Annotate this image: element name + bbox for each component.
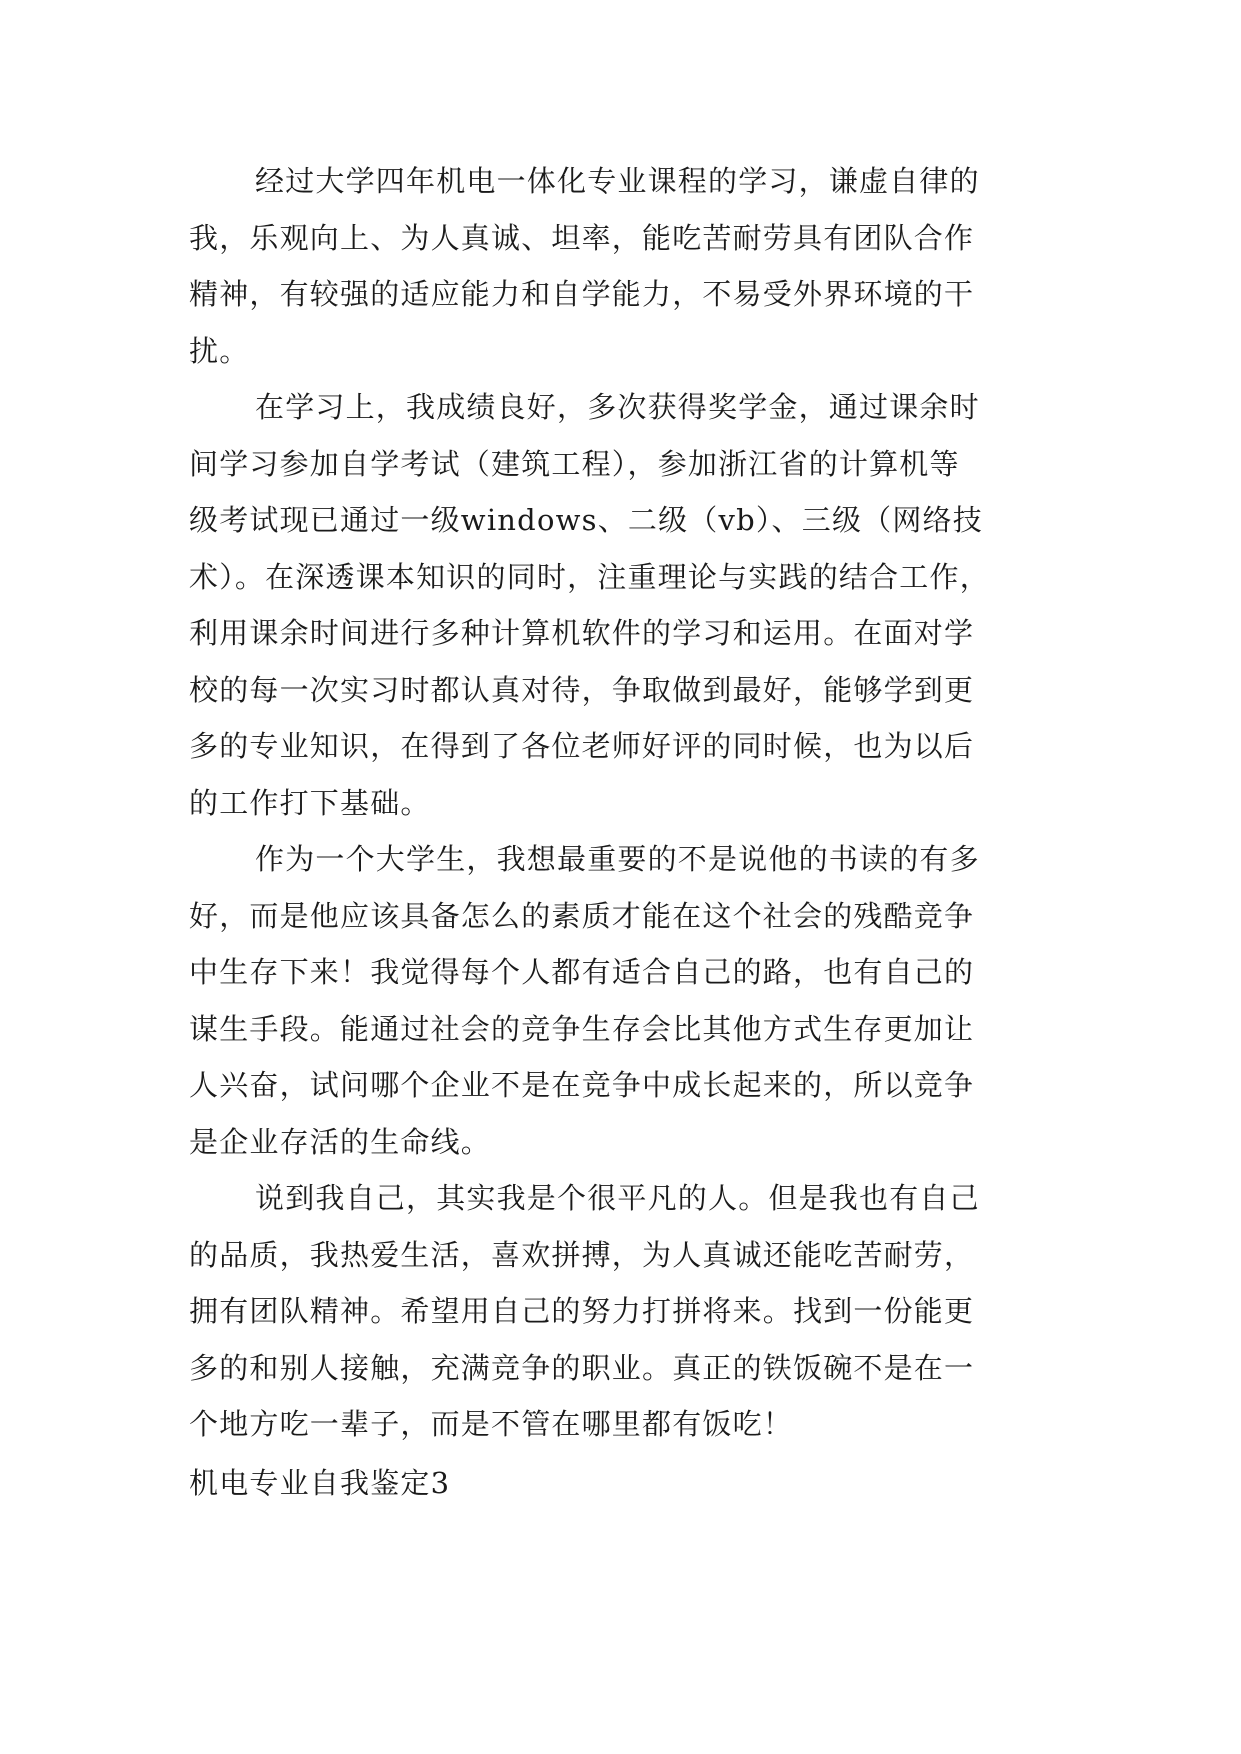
paragraph-line: 我，乐观向上、为人真诚、坦率，能吃苦耐劳具有团队合作 — [189, 220, 975, 255]
section-heading: 机电专业自我鉴定3 — [189, 1465, 451, 1500]
paragraph-line: 级考试现已通过一级windows、二级（vb）、三级（网络技 — [189, 503, 983, 537]
paragraph-line: 的品质，我热爱生活，喜欢拼搏，为人真诚还能吃苦耐劳， — [189, 1237, 975, 1272]
paragraph — [189, 153, 1059, 379]
paragraph — [189, 831, 1059, 1170]
paragraph-line: 多的专业知识，在得到了各位老师好评的同时候，也为以后 — [189, 729, 975, 763]
paragraph-line: 精神，有较强的适应能力和自学能力，不易受外界环境的干 — [189, 277, 975, 311]
paragraph-line: 中生存下来！我觉得每个人都有适合自己的路，也有自己的 — [189, 955, 975, 989]
paragraph-line: 多的和别人接触，充满竞争的职业。真正的铁饭碗不是在一 — [189, 1350, 975, 1385]
paragraph-line: 是企业存活的生命线。 — [189, 1124, 492, 1159]
paragraph-line: 人兴奋，试问哪个企业不是在竞争中成长起来的，所以竞争 — [189, 1068, 975, 1102]
paragraph-line: 术）。在深透课本知识的同时，注重理论与实践的结合工作， — [189, 559, 990, 594]
paragraph-line: 说到我自己，其实我是个很平凡的人。但是我也有自己 — [255, 1181, 980, 1215]
paragraph-line: 的工作打下基础。 — [189, 785, 431, 820]
paragraph-line: 利用课余时间进行多种计算机软件的学习和运用。在面对学 — [189, 616, 975, 650]
paragraph-line: 个地方吃一辈子，而是不管在哪里都有饭吃！ — [189, 1407, 794, 1441]
paragraph — [189, 379, 1059, 831]
paragraph-line: 扰。 — [189, 333, 250, 368]
document-body — [189, 153, 1059, 1511]
paragraph-line: 在学习上，我成绩良好，多次获得奖学金，通过课余时 — [255, 390, 980, 424]
paragraph-line: 校的每一次实习时都认真对待，争取做到最好，能够学到更 — [189, 672, 975, 707]
paragraph-line: 谋生手段。能通过社会的竞争生存会比其他方式生存更加让 — [189, 1011, 975, 1046]
paragraph-line: 作为一个大学生，我想最重要的不是说他的书读的有多 — [255, 842, 980, 876]
paragraph-line: 好，而是他应该具备怎么的素质才能在这个社会的残酷竞争 — [189, 898, 975, 933]
paragraph-line: 拥有团队精神。希望用自己的努力打拼将来。找到一份能更 — [189, 1294, 975, 1328]
paragraph — [189, 1170, 1059, 1453]
paragraph-line: 经过大学四年机电一体化专业课程的学习，谦虚自律的 — [255, 164, 980, 198]
paragraph-line: 间学习参加自学考试（建筑工程），参加浙江省的计算机等 — [189, 446, 960, 481]
